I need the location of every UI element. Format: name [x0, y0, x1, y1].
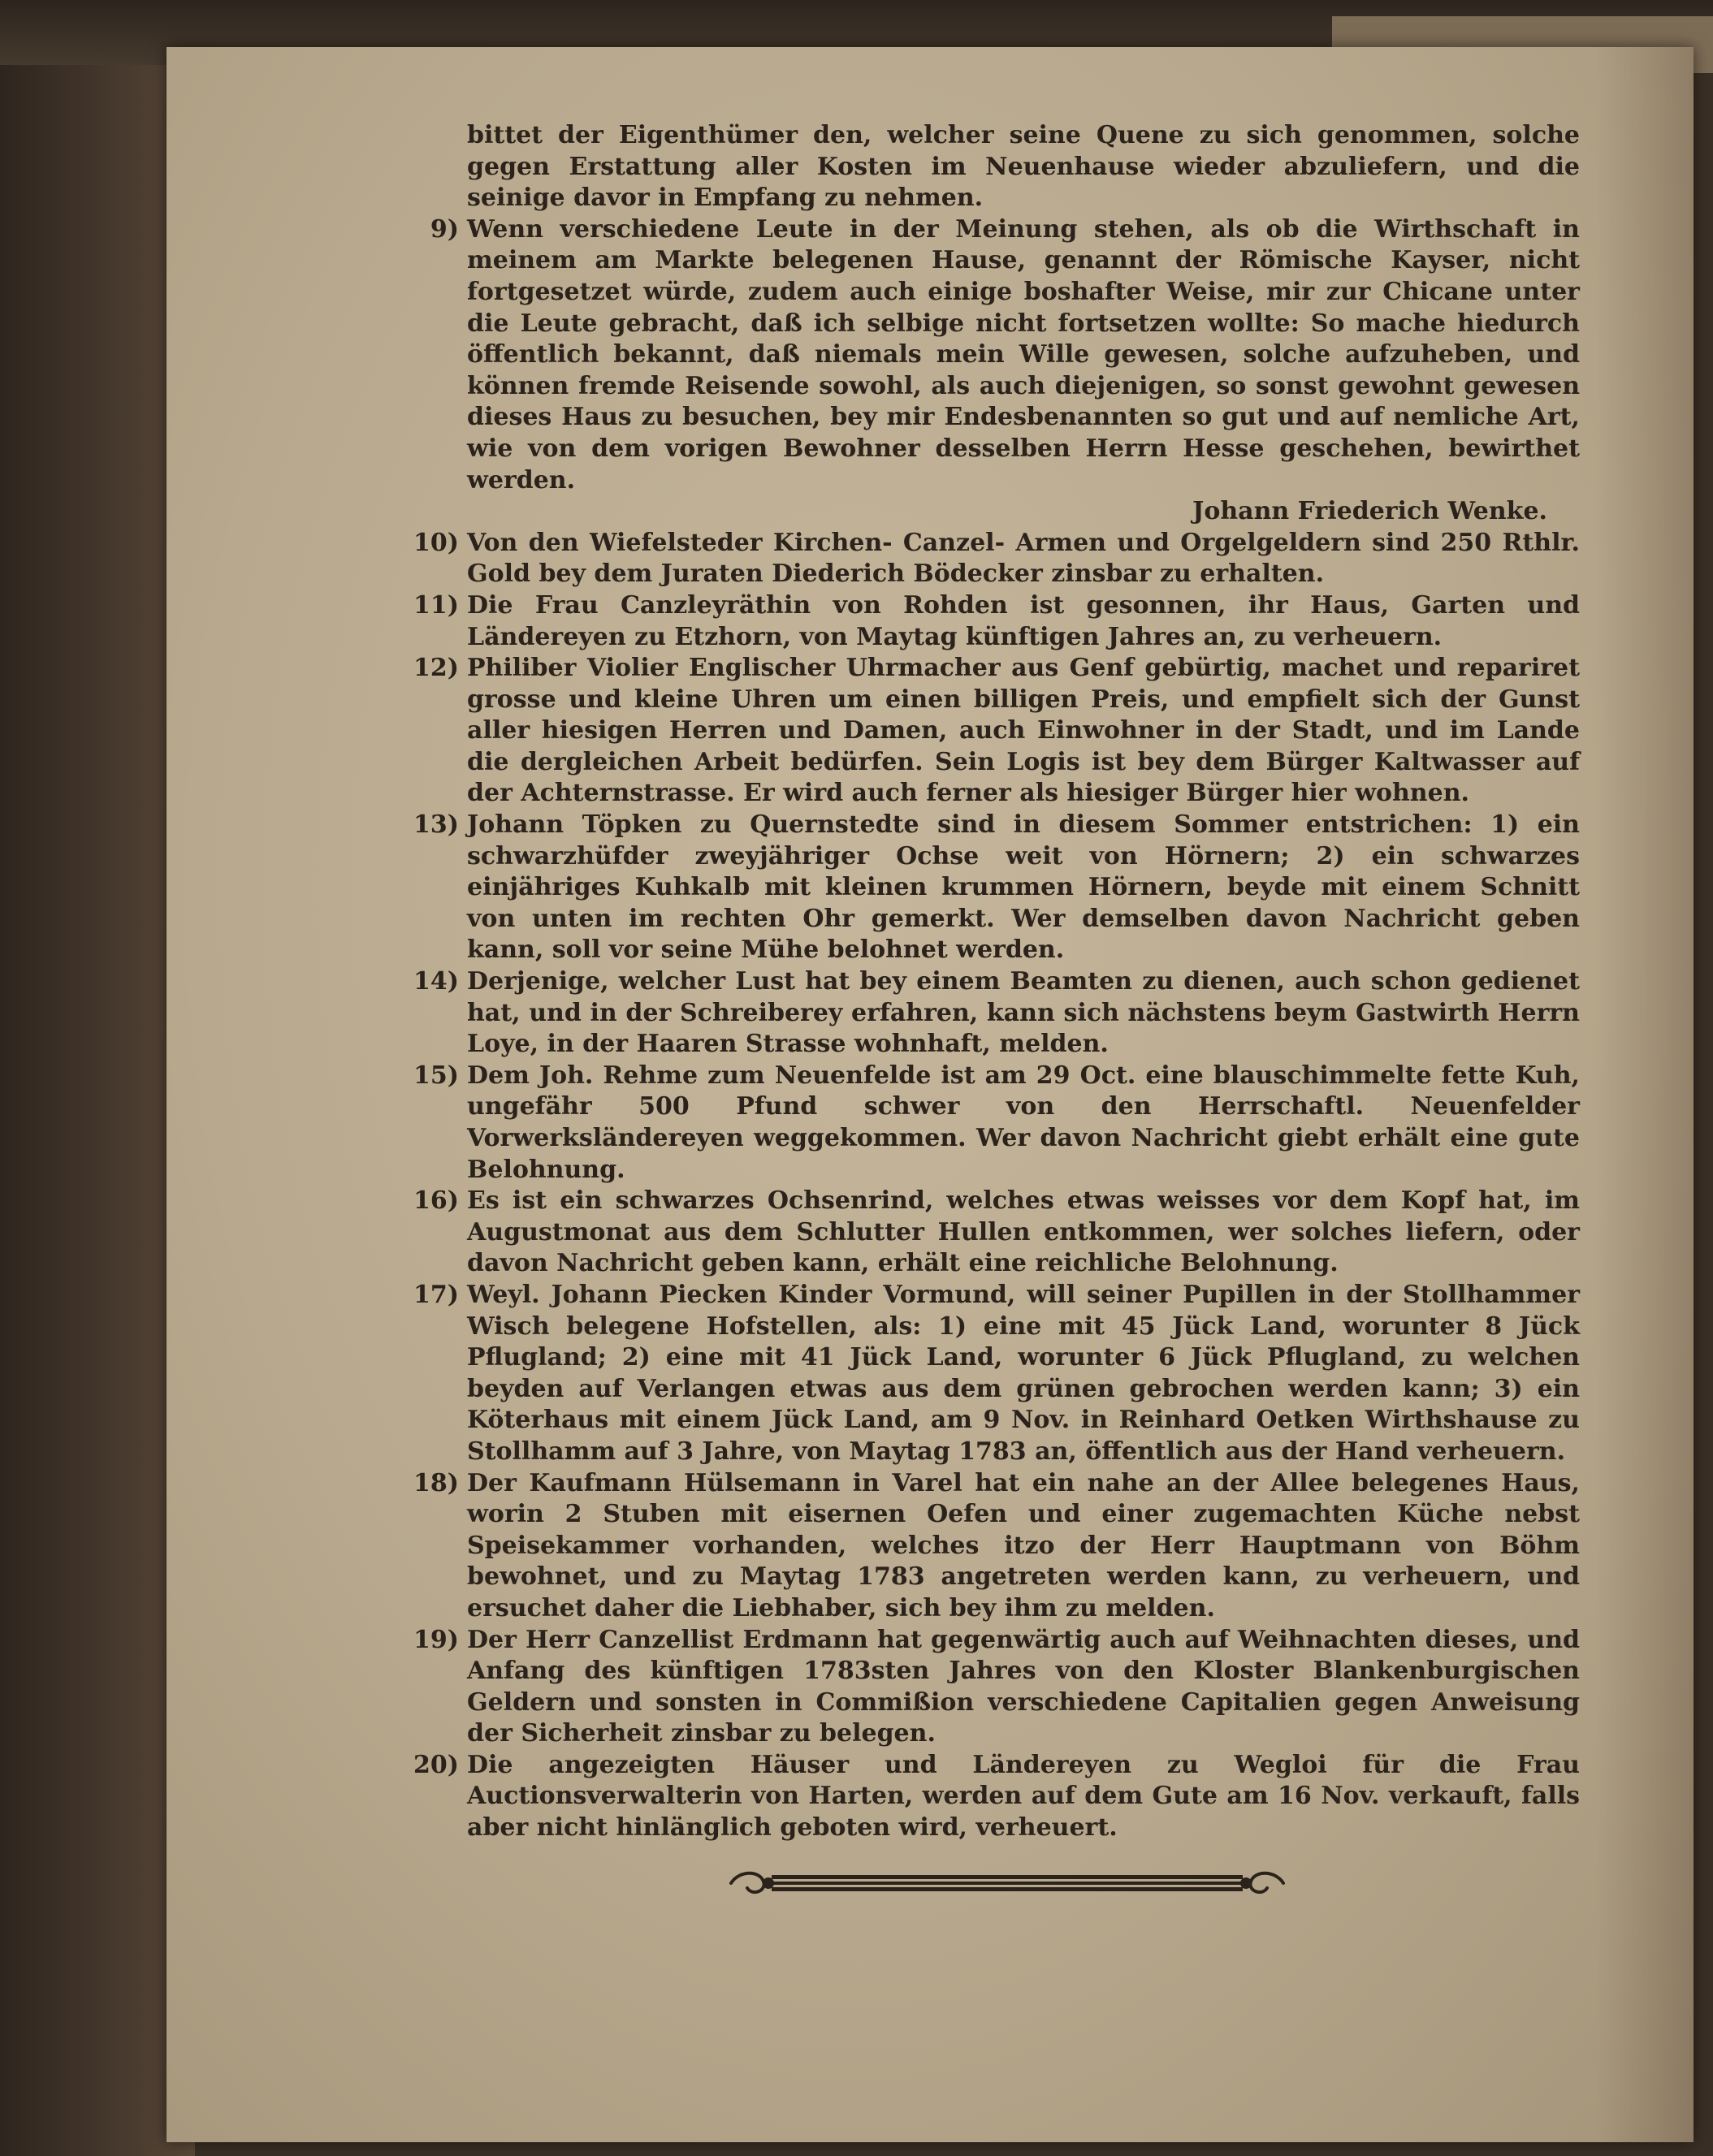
- entry-number: 11): [413, 590, 459, 620]
- entry-12: [413, 653, 1580, 810]
- entry-14: [413, 966, 1580, 1061]
- entry-17: [413, 1280, 1580, 1468]
- entry-number: 20): [413, 1750, 459, 1779]
- continuation-paragraph: bittet der Eigenthümer den, welcher seine Quene zu sich genommen, solche gegen Erstattung aller Kosten im Neuenhause wieder abzuliefern, und die seinige davor in Empfang zu nehmen.: [467, 121, 1580, 213]
- entry-number: 14): [413, 967, 459, 996]
- entry-11: [413, 590, 1580, 653]
- entry-text: Von den Wiefelsteder Kirchen- Canzel- Armen und Orgelgeldern sind 250 Rthlr. Gold bey dem Juraten Diederich Bödecker zinsbar zu erhalten.: [467, 528, 1580, 589]
- entry-20: [413, 1750, 1580, 1844]
- entry-number: 15): [413, 1061, 459, 1090]
- notices-text: [413, 120, 1580, 1844]
- entry-text: Die angezeigten Häuser und Ländereyen zu Wegloi für die Frau Auctionsverwalterin von Harten, werden auf dem Gute am 16 Nov. verkauft, falls aber nicht hinlänglich geboten wird, verheuert.: [467, 1750, 1580, 1843]
- entry-text: Der Kaufmann Hülsemann in Varel hat ein nahe an der Allee belegenes Haus, worin 2 Stuben mit eisernen Oefen und einer zugemachten Küche nebst Speisekammer vorhanden, welches itzo der Herr Hauptmann von Böhm bewohnet, und zu Maytag 1783 angetreten werden kann, zu verheuern, und ersuchet daher die Liebhaber, sich bey ihm zu melden.: [467, 1468, 1580, 1622]
- entry-number: 12): [413, 654, 459, 683]
- entry-19: [413, 1625, 1580, 1750]
- entry-number: 17): [413, 1280, 459, 1309]
- backdrop-left: [0, 0, 195, 2156]
- entry-number: 16): [413, 1186, 459, 1216]
- scroll-rule-ornament-icon: [715, 1864, 1300, 1903]
- entry-text: Es ist ein schwarzes Ochsenrind, welches etwas weisses vor dem Kopf hat, im Augustmonat aus dem Schlutter Hullen entkommen, wer solches liefern, oder davon Nachricht geben kann, erhält eine reichliche Belohnung.: [467, 1186, 1580, 1278]
- entry-13: [413, 810, 1580, 966]
- entry-number: 18): [413, 1468, 459, 1497]
- entry-text: Wenn verschiedene Leute in der Meinung stehen, als ob die Wirthschaft in meinem am Markte belegenen Hause, genannt der Römische Kayser, nicht fortgesetzet würde, zudem auch einige boshafter Weise, mir zur Chicane unter die Leute gebracht, daß ich selbige nicht fortsetzen wollte: So mache hiedurch öffentlich bekannt, daß niemals mein Wille gewesen, solche aufzuheben, und können fremde Reisende sowohl, als auch diejenigen, so sonst gewohnt gewesen dieses Haus zu besuchen, bey mir Endesbenannten so gut und auf nemliche Art, wie von dem vorigen Bewohner desselben Herrn Hesse geschehen, bewirthet werden.: [467, 214, 1580, 495]
- signature: Johann Friederich Wenke.: [1192, 497, 1547, 526]
- entry-15: [413, 1061, 1580, 1186]
- entry-text: Derjenige, welcher Lust hat bey einem Beamten zu dienen, auch schon gedienet hat, und in der Schreiberey erfahren, kann sich nächstens beym Gastwirth Herrn Loye, in der Haaren Strasse wohnhaft, melden.: [467, 967, 1580, 1059]
- entry-text: Johann Töpken zu Quernstedte sind in diesem Sommer entstrichen: 1) ein schwarzhüfder zweyjähriger Ochse weit von Hörnern; 2) ein schwarzes einjähriges Kuhkalb mit kleinen krummen Hörnern, beyde mit einem Schnitt von unten im rechten Ohr gemerkt. Wer demselben davon Nachricht geben kann, soll vor seine Mühe belohnet werden.: [467, 810, 1580, 965]
- entry-text: Der Herr Canzellist Erdmann hat gegenwärtig auch auf Weihnachten dieses, und Anfang des künftigen 1783sten Jahres von den Kloster Blankenburgischen Geldern und sonsten in Commißion verschiedene Capitalien gegen Anweisung der Sicherheit zinsbar zu belegen.: [467, 1625, 1580, 1748]
- entry-9: [430, 214, 1580, 528]
- entry-16: [413, 1186, 1580, 1280]
- entry-10: [413, 528, 1580, 590]
- entry-number: 19): [413, 1625, 459, 1654]
- entry-number: 13): [413, 810, 459, 840]
- entry-text: Dem Joh. Rehme zum Neuenfelde ist am 29 Oct. eine blauschimmelte fette Kuh, ungefähr 500 Pfund schwer von den Herrschaftl. Neuenfelder Vorwerksländereyen weggekommen. Wer davon Nachricht giebt erhält eine gute Belohnung.: [467, 1061, 1580, 1184]
- entry-number: 10): [413, 528, 459, 557]
- entry-text: Die Frau Canzleyräthin von Rohden ist gesonnen, ihr Haus, Garten und Ländereyen zu Etzhorn, von Maytag künftigen Jahres an, zu verheuern.: [467, 590, 1580, 651]
- entry-18: [413, 1468, 1580, 1625]
- entry-text: Philiber Violier Englischer Uhrmacher aus Genf gebürtig, machet und repariret grosse und kleine Uhren um einen billigen Preis, und empfielt sich der Gunst aller hiesigen Herren und Damen, auch Einwohner in der Stadt, und im Lande die dergleichen Arbeit bedürfen. Sein Logis ist bey dem Bürger Kaltwasser auf der Achternstrasse. Er wird auch ferner als hiesiger Bürger hier wohnen.: [467, 654, 1580, 808]
- entry-text: Weyl. Johann Piecken Kinder Vormund, will seiner Pupillen in der Stollhammer Wisch belegene Hofstellen, als: 1) eine mit 45 Jück Land, worunter 8 Jück Pflugland; 2) eine mit 41 Jück Land, worunter 6 Jück Pflugland, zu welchen beyden auf Verlangen etwas aus dem grünen gebrochen werden kann; 3) ein Köterhaus mit einem Jück Land, am 9 Nov. in Reinhard Oetken Wirthshause zu Stollhamm auf 3 Jahre, von Maytag 1783 an, öffentlich aus der Hand verheuern.: [467, 1280, 1580, 1466]
- entry-number: 9): [430, 214, 459, 244]
